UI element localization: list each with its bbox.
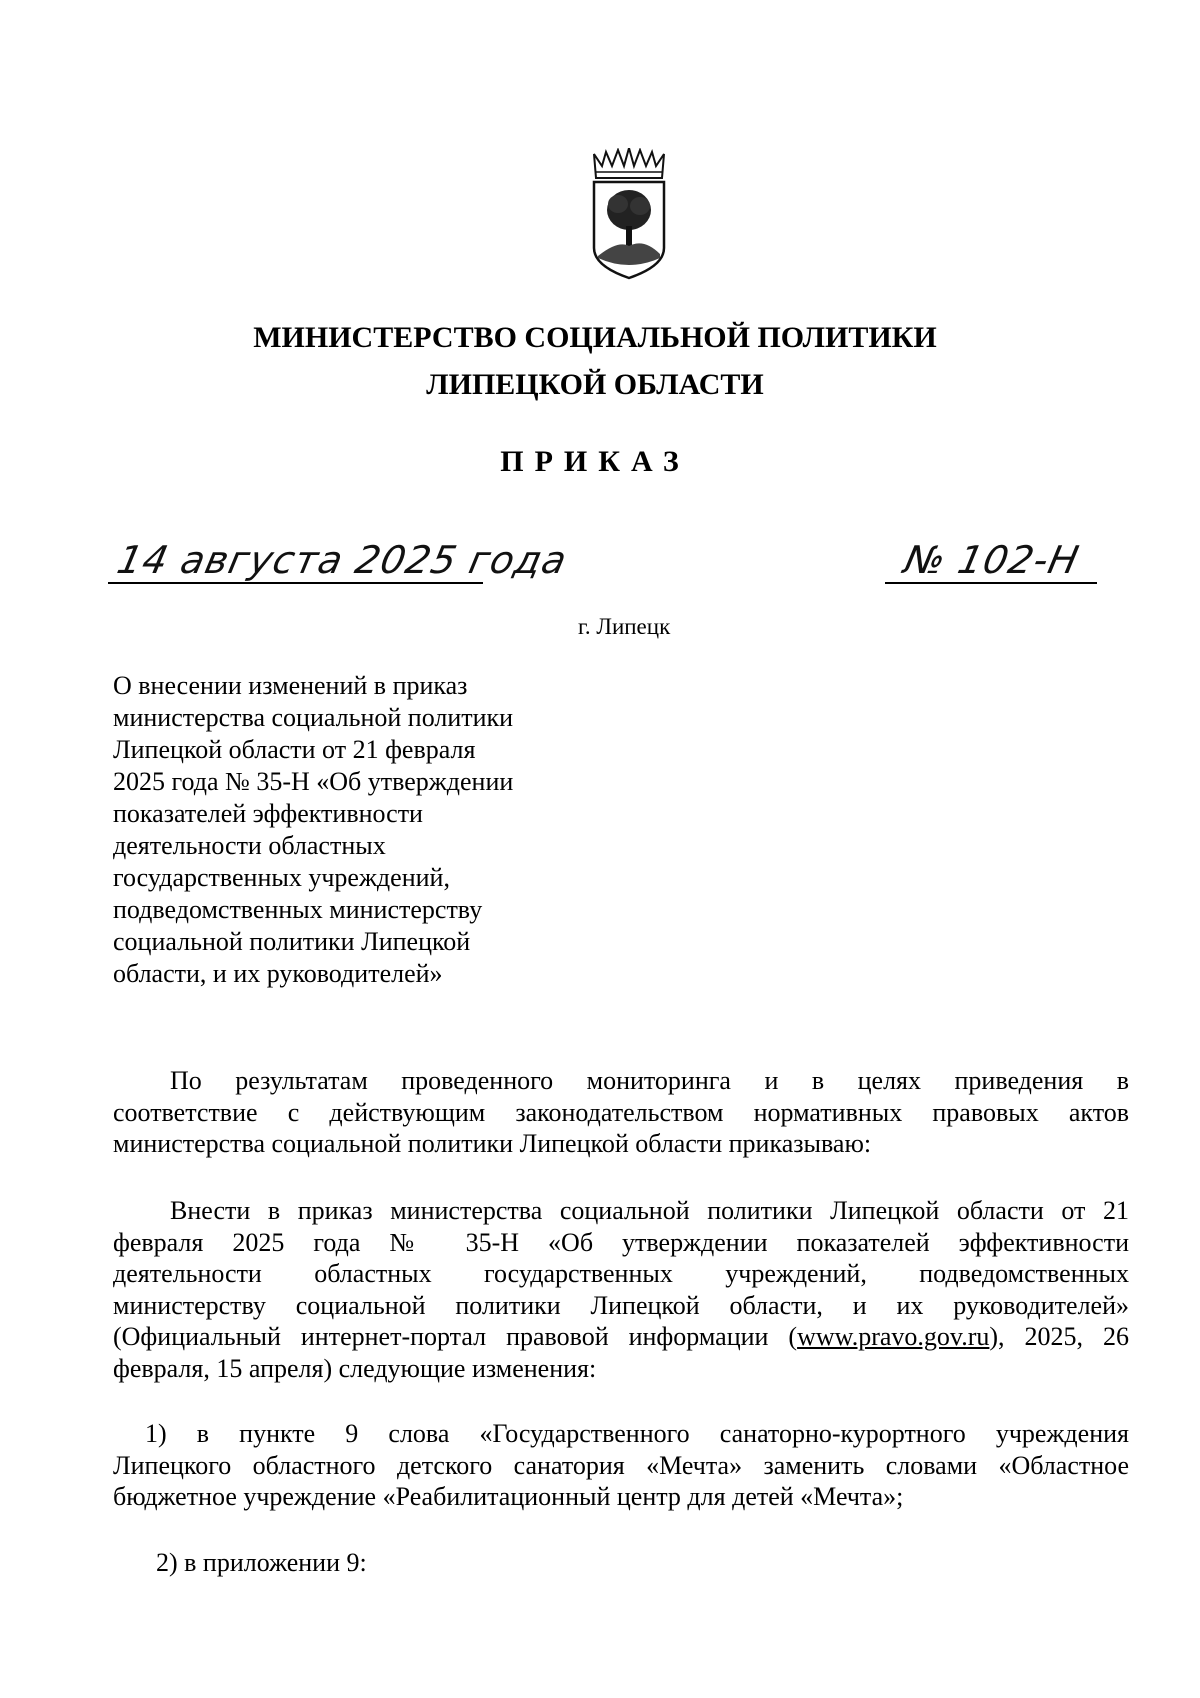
coat-of-arms-icon — [588, 148, 670, 280]
text-line: февраля, 15 апреля) следующие изменения: — [113, 1353, 597, 1383]
subject-line: подведомственных министерству — [113, 895, 483, 924]
subject-line: социальной политики Липецкой — [113, 927, 471, 956]
paragraph-preamble — [113, 1065, 1129, 1160]
text-fragment: (Официальный интернет-портал правовой информации ( — [113, 1322, 798, 1351]
subject-line: О внесении изменений в приказ — [113, 671, 468, 700]
subject-line: области, и их руководителей» — [113, 959, 443, 988]
text-line: 2) в приложении 9: — [156, 1548, 367, 1577]
text-line: министерства социальной политики Липецкой области приказываю: — [113, 1129, 872, 1158]
text-line: бюджетное учреждение «Реабилитационный центр для детей «Мечта»; — [113, 1482, 904, 1511]
text-line: деятельности областных государственных учреждений, подведомственных — [113, 1259, 1129, 1288]
handwritten-date: 14 августа 2025 года — [113, 538, 572, 582]
text-line-with-link — [113, 1321, 1129, 1353]
text-line: По результатам проведенного мониторинга и в целях приведения в — [170, 1066, 1129, 1095]
text-line: Липецкого областного детского санатория «Мечта» заменить словами «Областное — [113, 1450, 1129, 1480]
text-line: министерству социальной политики Липецкой области, и их руководителей» — [113, 1290, 1129, 1320]
subject-line: показателей эффективности — [113, 799, 423, 828]
subject-line: государственных учреждений, — [113, 863, 450, 892]
document-subject — [113, 670, 573, 990]
subject-line: министерства социальной политики — [113, 703, 514, 732]
subject-line: 2025 года № 35-Н «Об утверждении — [113, 767, 514, 796]
ministry-title-line-2: ЛИПЕЦКОЙ ОБЛАСТИ — [426, 368, 764, 401]
date-underline — [108, 582, 483, 584]
pravo-portal-link[interactable]: www.pravo.gov.ru — [797, 1322, 990, 1351]
number-underline — [885, 582, 1097, 584]
text-line: 1) в пункте 9 слова «Государственного санаторно-курортного учреждения — [145, 1419, 1129, 1448]
paragraph-item-2 — [113, 1547, 1129, 1579]
paragraph-item-1 — [113, 1418, 1129, 1513]
ministry-title-line-1: МИНИСТЕРСТВО СОЦИАЛЬНОЙ ПОЛИТИКИ — [253, 321, 937, 354]
city-label: г. Липецк — [578, 614, 671, 639]
subject-line: Липецкой области от 21 февраля — [113, 735, 476, 764]
text-line: Внести в приказ министерства социальной политики Липецкой области от 21 — [170, 1196, 1129, 1225]
text-line: соответствие с действующим законодательством нормативных правовых актов — [113, 1097, 1129, 1127]
document-type-heading: ПРИКАЗ — [500, 445, 690, 478]
handwritten-number: № 102-Н — [900, 538, 1084, 582]
subject-line: деятельности областных — [113, 831, 386, 860]
paragraph-order — [113, 1195, 1129, 1384]
text-fragment: ), 2025, 26 — [989, 1322, 1129, 1351]
text-line: февраля 2025 года № 35-Н «Об утверждении показателей эффективности — [113, 1227, 1129, 1257]
